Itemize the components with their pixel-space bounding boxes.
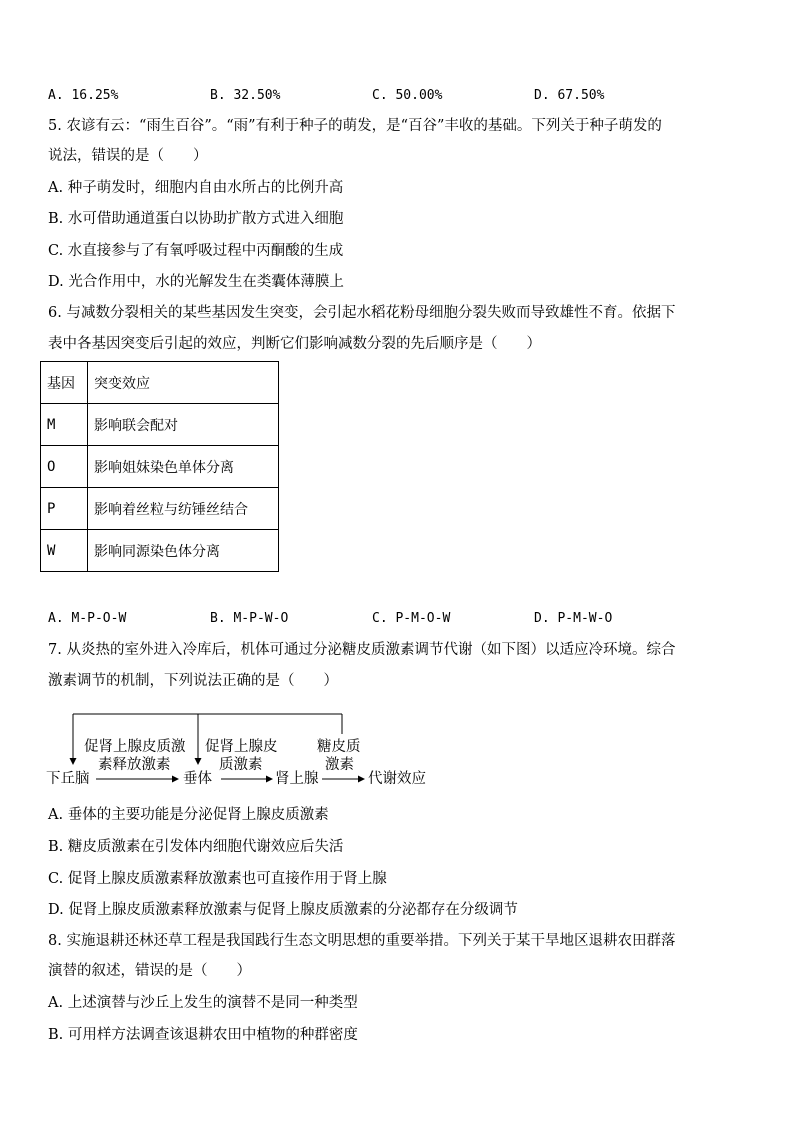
- q5-stem-line2: 说法，错误的是（ ）: [48, 148, 208, 164]
- q7-option-a: A. 垂体的主要功能是分泌促肾上腺皮质激素: [48, 807, 329, 823]
- q6-option-b: B. M-P-W-O: [210, 611, 289, 626]
- node-hypothalamus: 下丘脑: [46, 771, 90, 787]
- q6-stem-line1: 6. 与减数分裂相关的某些基因发生突变，会引起水稻花粉母细胞分裂失败而导致雄性不育。依据下: [48, 305, 676, 321]
- q7-stem-line2: 激素调节的机制，下列说法正确的是（ ）: [48, 673, 338, 689]
- q8-option-a: A. 上述演替与沙丘上发生的演替不是同一种类型: [48, 995, 358, 1011]
- table-header-row: [41, 362, 279, 404]
- table-row: [41, 404, 279, 446]
- label-crh-line1: 促肾上腺皮质激: [84, 739, 186, 755]
- q6-stem-line2: 表中各基因突变后引起的效应，判断它们影响减数分裂的先后顺序是（ ）: [48, 336, 541, 352]
- table-row: [41, 488, 279, 530]
- table-cell-gene: O: [41, 446, 88, 488]
- q5-option-d: D. 光合作用中，水的光解发生在类囊体薄膜上: [48, 274, 344, 290]
- table-cell-gene: P: [41, 488, 88, 530]
- table-header-cell: 基因: [41, 362, 88, 404]
- table-cell-gene: M: [41, 404, 88, 446]
- q5-stem-line1: 5. 农谚有云：“雨生百谷”。“雨”有利于种子的萌发，是“百谷”丰收的基础。下列关于种子萌发的: [48, 118, 662, 134]
- label-acth-line1: 促肾上腺皮: [205, 739, 278, 755]
- q4-option-d: D. 67.50%: [534, 88, 605, 103]
- table-header-cell: 突变效应: [88, 362, 279, 404]
- table-cell-effect: 影响着丝粒与纺锤丝结合: [88, 488, 279, 530]
- node-metabolic-effect: 代谢效应: [368, 771, 426, 787]
- node-pituitary: 垂体: [183, 771, 212, 787]
- node-adrenal: 肾上腺: [275, 771, 319, 787]
- table-row: [41, 530, 279, 572]
- q8-option-b: B. 可用样方法调查该退耕农田中植物的种群密度: [48, 1027, 358, 1043]
- q7-option-c: C. 促肾上腺皮质激素释放激素也可直接作用于肾上腺: [48, 871, 387, 887]
- table-cell-effect: 影响同源染色体分离: [88, 530, 279, 572]
- table-cell-effect: 影响联会配对: [88, 404, 279, 446]
- q6-option-a: A. M-P-O-W: [48, 611, 127, 626]
- q5-option-c: C. 水直接参与了有氧呼吸过程中丙酮酸的生成: [48, 243, 344, 259]
- q4-option-a: A. 16.25%: [48, 88, 119, 103]
- label-acth-line2: 质激素: [219, 757, 263, 773]
- q8-stem-line2: 演替的叙述，错误的是（ ）: [48, 963, 251, 979]
- q6-option-c: C. P-M-O-W: [372, 611, 451, 626]
- q4-option-c: C. 50.00%: [372, 88, 443, 103]
- q4-option-b: B. 32.50%: [210, 88, 281, 103]
- label-glucocorticoid-line2: 激素: [325, 757, 354, 773]
- q7-option-b: B. 糖皮质激素在引发体内细胞代谢效应后失活: [48, 839, 344, 855]
- q6-option-d: D. P-M-W-O: [534, 611, 613, 626]
- q7-option-d: D. 促肾上腺皮质激素释放激素与促肾上腺皮质激素的分泌都存在分级调节: [48, 902, 518, 918]
- hormone-regulation-diagram: [46, 708, 446, 794]
- q8-stem-line1: 8. 实施退耕还林还草工程是我国践行生态文明思想的重要举措。下列关于某干旱地区退耕农田群落: [48, 933, 676, 949]
- label-glucocorticoid-line1: 糖皮质: [317, 739, 361, 755]
- label-crh-line2: 素释放激素: [98, 757, 171, 773]
- q5-option-a: A. 种子萌发时，细胞内自由水所占的比例升高: [48, 180, 344, 196]
- gene-effect-table: [40, 361, 279, 572]
- table-cell-effect: 影响姐妹染色单体分离: [88, 446, 279, 488]
- q5-option-b: B. 水可借助通道蛋白以协助扩散方式进入细胞: [48, 211, 344, 227]
- q7-stem-line1: 7. 从炎热的室外进入冷库后，机体可通过分泌糖皮质激素调节代谢（如下图）以适应冷环境。综合: [48, 642, 676, 658]
- table-cell-gene: W: [41, 530, 88, 572]
- table-row: [41, 446, 279, 488]
